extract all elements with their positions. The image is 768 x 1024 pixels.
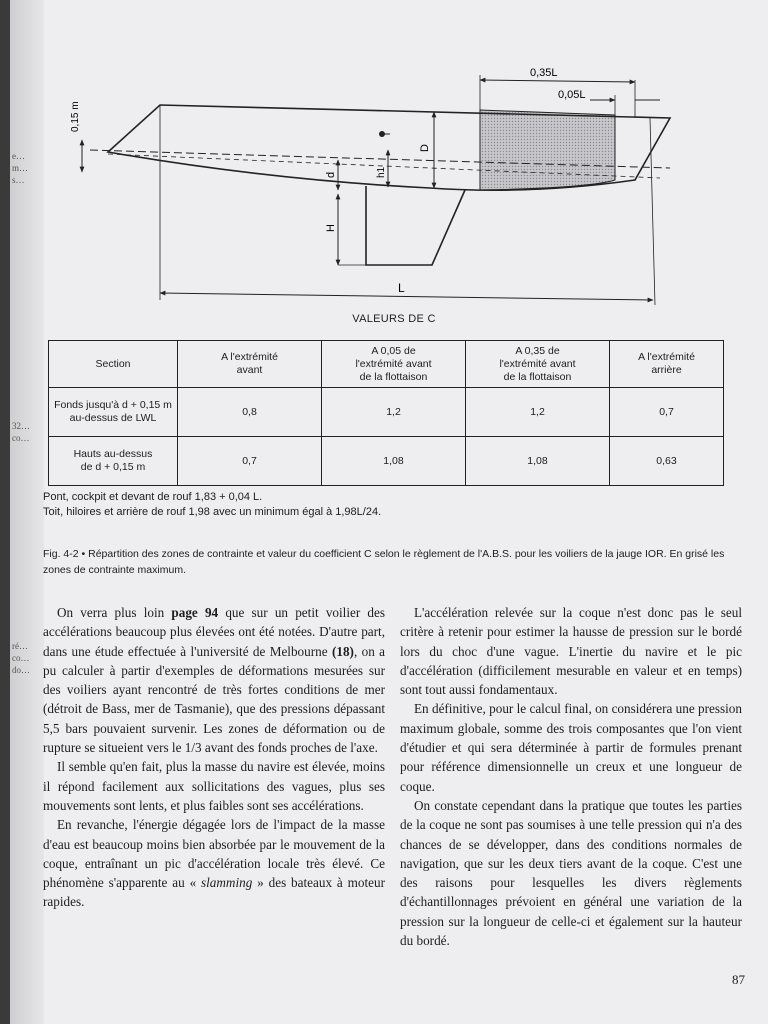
paragraph: En revanche, l'énergie dégagée lors de l'impact de la masse d'eau est beaucoup moins bien absorbée par le mouvement de la coque, entraînant un pic d'accélération locale très élevé. Ce phénomène s'apparente au « slamming » des bateaux à moteur rapides. [43,817,385,910]
table-header-row [49,341,724,388]
dim-H-label: H [325,224,337,232]
table-cell-section: Fonds jusqu'à d + 0,15 m au-dessus de LWL [49,388,178,437]
dim-d-label: d [325,171,337,178]
table-cell: 0,63 [610,437,724,486]
hull-diagram [70,60,710,310]
dim-005L-label: 0,05L [558,89,586,101]
table-header-cell: A 0,05 de l'extrémité avant de la flottaison [322,341,466,388]
table-cell: 0,8 [178,388,322,437]
keel [366,186,465,265]
paragraph: On constate cependant dans la pratique que toutes les parties de la coque ne sont pas soumises à une telle pression qui n'a des chances de se développer, dans des conditions normales de navigation, que sur les deux tiers avant de la coque. C'est une des raisons pour lesquelles les divers règlements d'échantillonnages prévoient en général une variation de la pression sur la longueur de celle-ci et également sur la hauteur du bordé. [400,797,742,949]
coefficient-table [48,340,724,486]
note-line: Toit, hiloires et arrière de rouf 1,98 avec un minimum égal à 1,98L/24. [43,506,382,518]
max-stress-zone [480,110,615,190]
dim-h1-label: h1 [376,166,387,178]
table-header-cell: A l'extrémité avant [178,341,322,388]
dim-035L-label: 0,35L [530,67,558,79]
text-column-left [43,603,385,912]
paragraph: Il semble qu'en fait, plus la masse du navire est élevée, moins il répond facilement aux sollicitations des vagues, plus ses mouvements sont lents, et plus faibles sont ses accélérations. [43,759,385,813]
page-number: 87 [732,972,745,987]
table-header-cell: A 0,35 de l'extrémité avant de la flottaison [466,341,610,388]
note-line: Pont, cockpit et devant de rouf 1,83 + 0,04 L. [43,491,263,503]
table-cell: 1,08 [322,437,466,486]
paragraph: On verra plus loin page 94 que sur un petit voilier des accélérations beaucoup plus élevées ont été notées. D'autre part, dans une étude effectuée à l'université de Melbourne (18), on a pu calculer à partir d'exemples de déformations mesurées sur des voiliers ayant rencontré de très fortes conditions de mer (détroit de Bass, mer de Tasmanie), que des pressions dépassant 5,5 bars pouvaient survenir. Les zones de déformation ou de rupture se situeient vers le 1/3 avant des fonds proches de l'axe. [43,605,386,756]
table-cell: 0,7 [610,388,724,437]
dim-D-label: D [419,144,431,152]
table-header-cell: Section [49,341,178,388]
facing-page-edge: e… m… s… 32… co… ré… co… do… [10,0,44,1024]
dim-L-label: L [398,281,405,295]
figure-caption: Fig. 4-2 • Répartition des zones de contrainte et valeur du coefficient C selon le règlement de l'A.B.S. pour les voiliers de la jauge IOR. En grisé les zones de contrainte maximum. [43,548,725,576]
table-cell: 1,2 [322,388,466,437]
paragraph: En définitive, pour le calcul final, on considérera une pression maximum globale, somme des trois composantes que l'on vient d'étudier et qui sera déterminée à partir de formules prenant pour référence dimensionnelle un creux et une longueur de coque. [400,701,742,794]
figure-title: VALEURS DE C [352,313,436,325]
table-cell: 1,08 [466,437,610,486]
dim-015m-label: 0,15 m [70,101,81,132]
table-cell-section: Hauts au-dessus de d + 0,15 m [49,437,178,486]
table-row [49,388,724,437]
table-row [49,437,724,486]
table-notes [43,490,381,520]
text-column-right [400,603,742,950]
paragraph: L'accélération relevée sur la coque n'est donc pas le seul critère à retenir pour estimer la hausse de pression sur le bordé lors du choc d'une vague. L'inertie du navire et le pic d'accélération (difficilement mesurable en valeur et en temps) sont tout aussi fondamentaux. [400,605,742,698]
table-header-cell: A l'extrémité arrière [610,341,724,388]
book-page [10,0,768,1024]
table-cell: 0,7 [178,437,322,486]
table-cell: 1,2 [466,388,610,437]
